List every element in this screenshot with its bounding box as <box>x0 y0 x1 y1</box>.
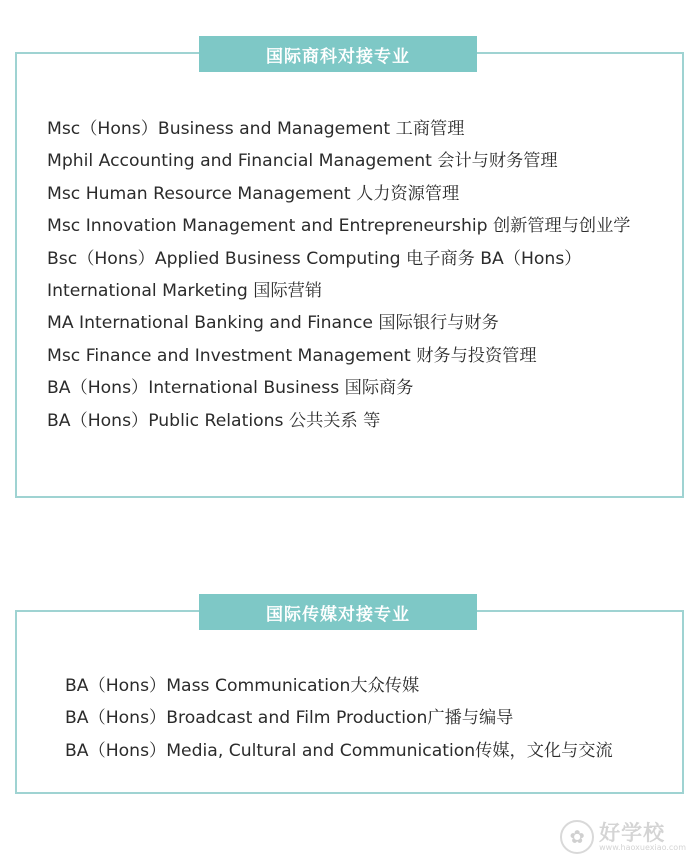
media-majors-title: 国际传媒对接专业 <box>199 594 477 630</box>
business-majors-title: 国际商科对接专业 <box>199 36 477 72</box>
list-item: MA International Banking and Finance 国际银行与财务 <box>47 313 499 334</box>
list-item: BA（Hons）Media, Cultural and Communication传媒，文化与交流 <box>65 740 613 761</box>
list-item: Mphil Accounting and Financial Management 会计与财务管理 <box>47 151 558 172</box>
list-item: Msc Finance and Investment Management 财务与投资管理 <box>47 345 537 366</box>
media-majors-list <box>65 670 613 767</box>
list-item: Msc Human Resource Management 人力资源管理 <box>47 183 460 204</box>
list-item: BA（Hons）International Business 国际商务 <box>47 378 414 399</box>
list-item: Msc（Hons）Business and Management 工商管理 <box>47 119 465 139</box>
list-item: Bsc（Hons）Applied Business Computing 电子商务 BA（Hons） <box>47 248 582 269</box>
list-item: BA（Hons）Broadcast and Film Production广播与编导 <box>65 708 514 729</box>
list-item: International Marketing 国际营销 <box>47 280 323 301</box>
watermark <box>560 820 686 854</box>
business-majors-list <box>47 113 631 437</box>
watermark-name: 好学校 <box>599 820 666 845</box>
business-majors-panel <box>15 46 684 498</box>
list-item: Msc Innovation Management and Entrepreneurship 创新管理与创业学 <box>47 216 631 237</box>
list-item: BA（Hons）Mass Communication大众传媒 <box>65 676 420 696</box>
watermark-url: www.haoxuexiao.com <box>599 842 686 852</box>
media-majors-panel <box>15 604 684 794</box>
school-logo-icon: ✿ <box>560 820 594 854</box>
watermark-text <box>599 822 686 852</box>
list-item: BA（Hons）Public Relations 公共关系 等 <box>47 410 381 431</box>
